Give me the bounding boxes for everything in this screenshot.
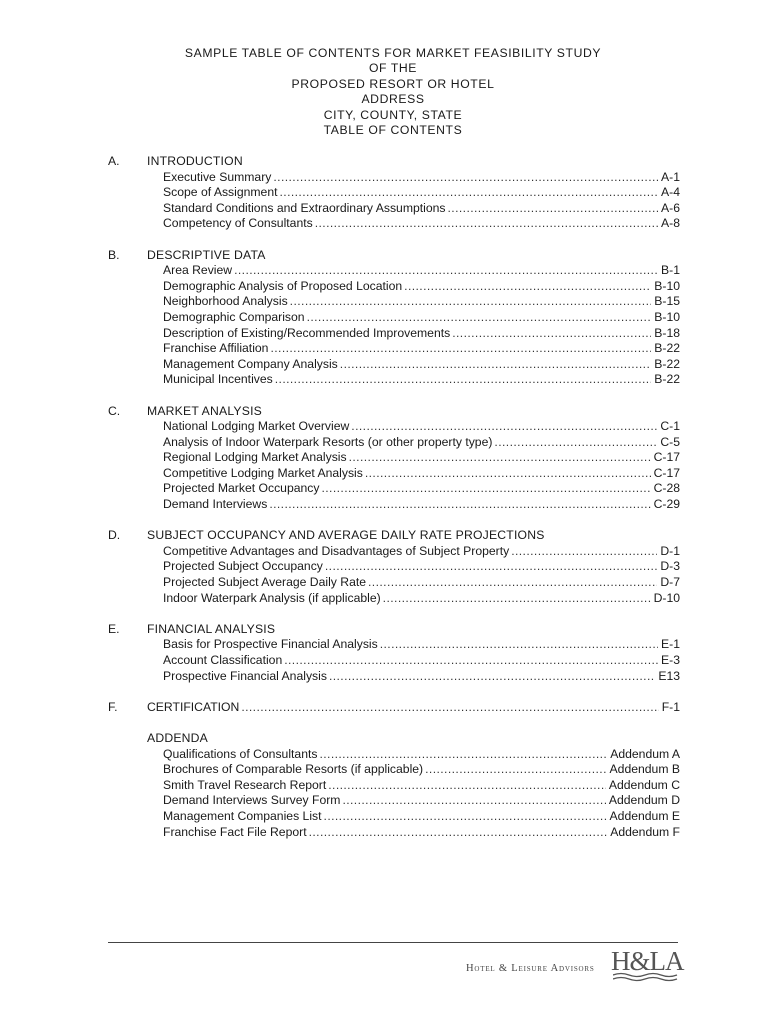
toc-section-heading: [108, 404, 680, 420]
toc-entry-page: C-1: [660, 419, 680, 434]
toc-leader-dots: [307, 310, 652, 326]
toc-section-heading: [108, 154, 680, 170]
toc-leader-dots: [511, 544, 657, 560]
toc-entry-page: D-3: [660, 559, 680, 574]
toc-section-title: MARKET ANALYSIS: [147, 403, 262, 418]
toc-leader-dots: [324, 809, 607, 825]
toc-entry-page: D-10: [653, 590, 680, 605]
toc-entry-page: B-22: [654, 372, 680, 387]
toc-entry-title: Area Review: [163, 263, 233, 278]
toc-entry-title: Franchise Affiliation: [163, 341, 269, 356]
toc-entry: [108, 279, 680, 295]
toc-entry-page: B-22: [654, 356, 680, 371]
toc-leader-dots: [328, 778, 606, 794]
toc-entry-page: D-1: [660, 543, 680, 558]
toc-section-title: DESCRIPTIVE DATA: [147, 247, 266, 262]
toc-entry-title: Projected Subject Average Daily Rate: [163, 575, 367, 590]
toc-section-letter: B.: [108, 247, 120, 262]
toc-leader-dots: [368, 575, 657, 591]
toc-entry-page: A-1: [661, 169, 680, 184]
toc-entry-title: Competitive Lodging Market Analysis: [163, 465, 363, 480]
toc-entry: [108, 185, 680, 201]
toc-leader-dots: [280, 185, 659, 201]
toc-entry-page: Addendum E: [609, 808, 680, 823]
toc-entry: [108, 809, 680, 825]
toc-entry-title: Neighborhood Analysis: [163, 294, 288, 309]
toc-entry-page: C-5: [660, 434, 680, 449]
toc-leader-dots: [234, 263, 658, 279]
toc-leader-dots: [329, 669, 655, 685]
toc-entry-title: Demand Interviews Survey Form: [163, 793, 341, 808]
toc-entry-title: Competency of Consultants: [163, 216, 313, 231]
toc-entry: [108, 341, 680, 357]
toc-leader-dots: [452, 326, 651, 342]
toc-leader-dots: [290, 294, 652, 310]
toc-leader-dots: [448, 201, 659, 217]
header-line: SAMPLE TABLE OF CONTENTS FOR MARKET FEASIBILITY STUDY: [184, 46, 602, 60]
toc-leader-dots: [342, 793, 605, 809]
toc-entry-title: Analysis of Indoor Waterpark Resorts (or other property type): [163, 434, 493, 449]
toc-entry-title: Qualifications of Consultants: [163, 746, 318, 761]
toc-entry-title: Indoor Waterpark Analysis (if applicable): [163, 590, 381, 605]
document-header: [0, 46, 768, 138]
toc-entry: [108, 466, 680, 482]
page-footer: [466, 944, 684, 984]
toc-section-letter: F.: [108, 699, 118, 714]
toc-leader-dots: [319, 747, 607, 763]
toc-entry: [108, 559, 680, 575]
toc-section-heading: [108, 731, 680, 747]
toc-entry-title: Prospective Financial Analysis: [163, 668, 327, 683]
toc-entry: [108, 637, 680, 653]
toc-entry: [108, 372, 680, 388]
toc-entry-page: B-10: [654, 309, 680, 324]
toc-entry-title: Description of Existing/Recommended Improvements: [163, 325, 451, 340]
toc-entry-title: Demand Interviews: [163, 497, 268, 512]
toc-entry-title: CERTIFICATION: [147, 699, 240, 714]
toc-entry: [108, 170, 680, 186]
toc-section-letter: E.: [108, 621, 120, 636]
toc-section-title: SUBJECT OCCUPANCY AND AVERAGE DAILY RATE PROJECTIONS: [147, 528, 545, 543]
toc-section: [108, 528, 680, 606]
toc-entry: [108, 357, 680, 373]
toc-leader-dots: [494, 435, 657, 451]
toc-section-letter: [108, 731, 147, 747]
logo-text: H&LA: [611, 946, 684, 976]
toc-entry-title: Projected Subject Occupancy: [163, 559, 323, 574]
toc-leader-dots: [270, 341, 651, 357]
toc-section-letter: C.: [108, 403, 121, 418]
toc-entry-title: Management Companies List: [163, 808, 322, 823]
toc-section-title: FINANCIAL ANALYSIS: [147, 621, 276, 636]
waves-icon: [613, 972, 679, 982]
toc-leader-dots: [309, 825, 608, 841]
toc-leader-dots: [349, 450, 651, 466]
toc-entry-page: C-28: [653, 481, 680, 496]
toc-entry-title: Brochures of Comparable Resorts (if applicable): [163, 762, 424, 777]
toc-entry-title: Municipal Incentives: [163, 372, 273, 387]
toc-entry-title: Executive Summary: [163, 169, 272, 184]
toc-section-heading: [108, 248, 680, 264]
toc-entry-title: Management Company Analysis: [163, 356, 338, 371]
toc-leader-dots: [275, 372, 652, 388]
toc-section-heading: [108, 622, 680, 638]
toc-leader-dots: [404, 279, 651, 295]
toc-section-certification: [108, 700, 680, 716]
toc-section: [108, 248, 680, 388]
toc-entry-page: E13: [658, 668, 680, 683]
toc-entry: [108, 201, 680, 217]
toc-entry-title: Demographic Analysis of Proposed Location: [163, 278, 403, 293]
toc-entry: [108, 450, 680, 466]
toc-entry: [108, 481, 680, 497]
toc-entry-title: Competitive Advantages and Disadvantages of Subject Property: [163, 543, 510, 558]
toc-entry: [108, 544, 680, 560]
toc-entry-page: C-17: [653, 450, 680, 465]
toc-section: [108, 154, 680, 232]
toc-entry-page: Addendum A: [610, 746, 680, 761]
toc-entry-title: National Lodging Market Overview: [163, 419, 350, 434]
toc-entry-title: Projected Market Occupancy: [163, 481, 320, 496]
toc-entry: [108, 778, 680, 794]
toc-section-title: ADDENDA: [147, 730, 208, 745]
company-name: Hotel & Leisure Advisors: [466, 962, 595, 974]
toc-leader-dots: [383, 591, 651, 607]
toc-entry: [108, 419, 680, 435]
toc-leader-dots: [315, 216, 658, 232]
footer-divider: [108, 942, 678, 943]
toc-entry: [108, 497, 680, 513]
toc-section-letter: D.: [108, 528, 121, 543]
toc-leader-dots: [284, 653, 658, 669]
toc-leader-dots: [273, 170, 658, 186]
header-line: OF THE: [368, 61, 418, 76]
toc-entry-page: B-15: [654, 294, 680, 309]
toc-section-title: INTRODUCTION: [147, 154, 243, 168]
toc-entry: [108, 653, 680, 669]
toc-entry-page: B-1: [661, 263, 680, 278]
toc-entry-page: E-1: [661, 637, 680, 652]
toc-entry-page: F-1: [661, 699, 680, 714]
toc-entry: [108, 263, 680, 279]
toc-entry: [108, 435, 680, 451]
toc-leader-dots: [351, 419, 657, 435]
toc-entry-title: Account Classification: [163, 653, 283, 667]
toc-leader-dots: [340, 357, 651, 373]
toc-entry-page: A-4: [661, 185, 680, 200]
toc-section-addenda: [108, 731, 680, 840]
toc-entry: [108, 762, 680, 778]
company-logo: [611, 946, 684, 982]
toc-entry: [108, 326, 680, 342]
toc-entry: [108, 747, 680, 763]
toc-entry-page: Addendum F: [610, 824, 680, 839]
header-line: TABLE OF CONTENTS: [323, 123, 463, 138]
toc-entry-title: Regional Lodging Market Analysis: [163, 450, 347, 465]
toc-entry-page: Addendum D: [608, 793, 680, 808]
toc-entry: [108, 793, 680, 809]
toc-leader-dots: [425, 762, 606, 778]
toc-entry-title: Basis for Prospective Financial Analysis: [163, 637, 378, 652]
toc-leader-dots: [241, 700, 658, 716]
toc-entry-page: B-18: [654, 325, 680, 340]
toc-entry-page: C-29: [653, 497, 680, 512]
toc-entry: [108, 825, 680, 841]
toc-entry-certification: [108, 700, 680, 716]
toc-entry-page: C-17: [653, 465, 680, 480]
toc-entry-page: A-8: [661, 216, 680, 231]
toc-entry-page: B-22: [654, 341, 680, 356]
toc-leader-dots: [380, 637, 658, 653]
toc-entry: [108, 575, 680, 591]
toc-section: [108, 622, 680, 684]
toc-entry-title: Scope of Assignment: [163, 185, 278, 200]
toc-section-letter: A.: [108, 154, 120, 168]
header-line: ADDRESS: [361, 92, 425, 107]
toc-section: [108, 404, 680, 513]
toc-section-heading: [108, 528, 680, 544]
toc-entry: [108, 294, 680, 310]
toc-leader-dots: [321, 481, 650, 497]
toc-entry-page: Addendum C: [608, 777, 680, 792]
toc-entry-page: E-3: [661, 653, 680, 667]
toc-entry-page: A-6: [661, 200, 680, 215]
table-of-contents: [108, 154, 680, 856]
toc-entry-page: B-10: [654, 278, 680, 293]
toc-leader-dots: [325, 559, 657, 575]
toc-leader-dots: [269, 497, 650, 513]
toc-entry-title: Demographic Comparison: [163, 309, 305, 324]
toc-entry: [108, 310, 680, 326]
toc-entry-page: Addendum B: [609, 762, 680, 777]
toc-entry-title: Smith Travel Research Report: [163, 777, 327, 792]
toc-entry-title: Franchise Fact File Report: [163, 824, 307, 839]
toc-entry: [108, 591, 680, 607]
header-line: CITY, COUNTY, STATE: [323, 107, 463, 122]
toc-leader-dots: [365, 466, 651, 482]
toc-entry: [108, 216, 680, 232]
toc-entry: [108, 669, 680, 685]
toc-entry-page: D-7: [660, 575, 680, 590]
header-line: PROPOSED RESORT OR HOTEL: [291, 76, 495, 91]
toc-entry-title: Standard Conditions and Extraordinary Assumptions: [163, 200, 446, 215]
